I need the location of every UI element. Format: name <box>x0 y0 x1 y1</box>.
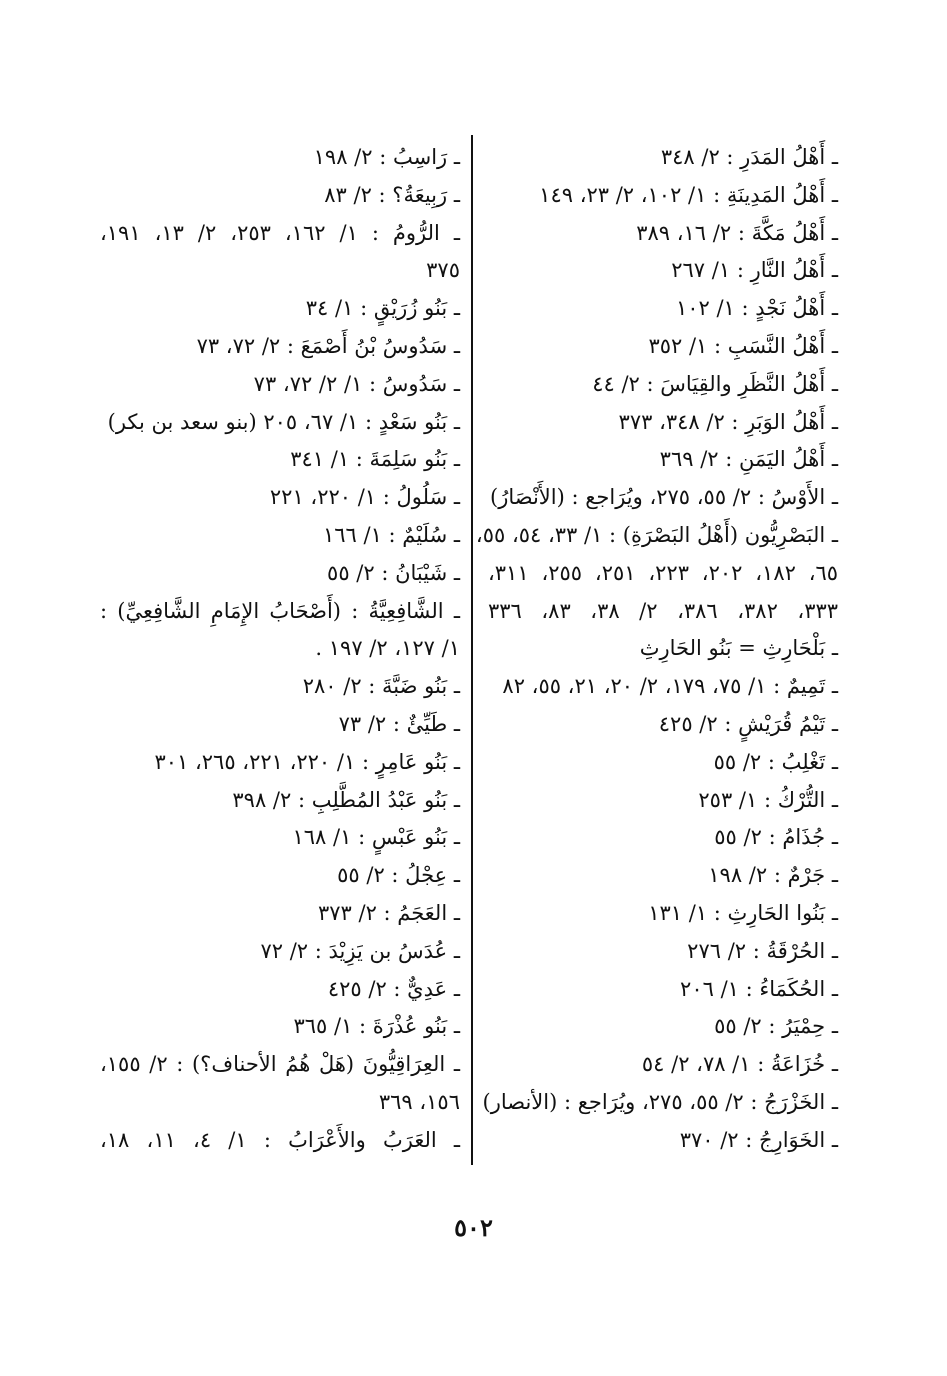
index-entry-line: ـ تَمِيمٌ : ١/ ٧٥، ١٧٩، ٢/ ٢٠، ٢١، ٥٥، ٨٢ <box>502 674 838 699</box>
index-entry-line: ـ التُّرْكُ : ١/ ٢٥٣ <box>698 787 838 812</box>
index-entry-line: ـ بَنُوا الحَارِثِ : ١/ ١٣١ <box>648 900 838 925</box>
index-entry-line: ـ بَنُو سَلِمَةَ : ١/ ٣٤١ <box>290 447 460 472</box>
index-entry-line: ٣٣٣، ٣٨٢، ٣٨٦، ٢/ ٣٨، ٨٣، ٣٣٦ <box>488 598 839 623</box>
index-entry-line: ٣٧٥ <box>426 258 460 283</box>
index-entry-line: ـ الأَوْسُ : ٢/ ٥٥، ٢٧٥، ويُرَاجع : (الأَنْصَارُ) <box>490 485 838 510</box>
index-entry-line: ـ جُذَامُ : ٢/ ٥٥ <box>714 825 838 850</box>
index-entry-line: ـ حِمْيَرُ : ٢/ ٥٥ <box>714 1014 838 1039</box>
index-entry-line: ـ تَغْلِبُ : ٢/ ٥٥ <box>713 749 838 774</box>
index-entry-line: ـ خُزَاعَةُ : ١/ ٧٨، ٢/ ٥٤ <box>641 1052 838 1077</box>
index-entry-line: ـ الحُرْقَةُ : ٢/ ٢٧٦ <box>687 938 838 963</box>
index-entry-line: ـ بَنُو عُذْرَةَ : ١/ ٣٦٥ <box>293 1014 460 1039</box>
index-entry-line: ـ سَلُولُ : ١/ ٢٢٠، ٢٢١ <box>269 485 460 510</box>
index-entry-line: ـ أَهْلُ النَّظَرِ والقِيَاسَ : ٢/ ٤٤ <box>592 371 838 396</box>
index-entry-line: ـ أَهْلُ مَكَّةَ : ٢/ ١٦، ٣٨٩ <box>636 220 838 245</box>
index-entry-line: ـ بَنُو عَبْسٍ : ١/ ١٦٨ <box>292 825 460 850</box>
index-entry-line: ـ عُدَسُ بن يَزِيْدَ : ٢/ ٧٢ <box>260 938 460 963</box>
index-entry-line: ١/ ١٢٧، ٢/ ١٩٧ . <box>315 636 460 661</box>
page-number: ٥٠٢ <box>454 1213 493 1242</box>
index-entry-line: ـ بَنُو سَعْدٍ : ١/ ٦٧، ٢٠٥ (بنو سعد بن بكر) <box>107 409 460 434</box>
index-entry-line: ـ الحُكَمَاءُ : ١/ ٢٠٦ <box>680 976 838 1001</box>
index-entry-line: ـ أَهْلُ النَّارِ : ١/ ٢٦٧ <box>671 258 838 283</box>
index-entry-line: ـ سَدُوسُ بْنُ أَصْمَعَ : ٢/ ٧٢، ٧٣ <box>196 333 460 358</box>
index-entry-line: ـ سَدُوسُ : ١/ ٢/ ٧٢، ٧٣ <box>253 371 460 396</box>
index-entry-line: ـ عِجْلُ : ٢/ ٥٥ <box>337 863 460 888</box>
index-entry-line: ـ أَهْلُ النَّسَبِ : ١/ ٣٥٢ <box>648 333 838 358</box>
index-entry-line: ـ طَيِّئٌ : ٢/ ٧٣ <box>338 711 460 736</box>
index-entry-line: ـ بَلْحَارِثِ = بَنُو الحَارِثِ <box>639 636 838 661</box>
index-entry-line: ـ أَهْلُ المَدِينَةِ : ١/ ١٠٢، ٢/ ٢٣، ١٤٩ <box>539 182 838 207</box>
index-column-left <box>100 139 460 1160</box>
index-entry-line: ـ بَنُو عَبْدُ المُطَّلِبِ : ٢/ ٣٩٨ <box>232 787 460 812</box>
index-column-right <box>475 139 839 1160</box>
index-entry-line: ـ تَيْمُ قُرَيْشٍ : ٢/ ٤٢٥ <box>658 711 838 736</box>
index-entry-line: ـ البَصْرِيُّون (أَهْلُ البَصْرَةِ) : ١/ ٣٣، ٥٤، ٥٥، <box>475 522 838 547</box>
index-entry-line: ـ أَهْلُ اليَمَنِ : ٢/ ٣٦٩ <box>659 447 838 472</box>
index-entry-line: ـ الخَوَارِجُ : ٢/ ٣٧٠ <box>679 1127 838 1152</box>
index-entry-line: ـ بَنُو عَامِرٍ : ١/ ٢٢٠، ٢٢١، ٢٦٥، ٣٠١ <box>154 749 460 774</box>
column-divider <box>471 135 473 1165</box>
index-entry-line: ـ الشَّافِعِيَّةُ : (أَصْحَابُ الإِمَامِ الشَّافِعِيِّ) : <box>100 598 460 623</box>
index-entry-line: ـ جَرْمٌ : ٢/ ١٩٨ <box>708 863 838 888</box>
index-entry-line: ـ العَرَبُ والأَعْرَابُ : ١/ ٤، ١١، ١٨، <box>100 1127 461 1152</box>
index-entry-line: ٦٥، ١٨٢، ٢٠٢، ٢٢٣، ٢٥١، ٢٥٥، ٣١١، <box>488 560 839 585</box>
index-entry-line: ـ الرُّومُ : ١/ ١٦٢، ٢٥٣، ٢/ ١٣، ١٩١، <box>100 220 460 245</box>
index-entry-line: ـ رَاسِبُ : ٢/ ١٩٨ <box>313 145 460 169</box>
index-entry-line: ـ سُلَيْمٌ : ١/ ١٦٦ <box>322 522 460 547</box>
index-entry-line: ـ بَنُو زُرَيْقٍ : ١/ ٣٤ <box>305 296 460 321</box>
index-entry-line: ١٥٦، ٣٦٩ <box>378 1089 460 1114</box>
index-entry-line: ـ العَجَمُ : ٢/ ٣٧٣ <box>317 900 460 925</box>
index-entry-line: ـ شَيْبَانُ : ٢/ ٥٥ <box>327 560 460 585</box>
index-entry-line: ـ أَهْلُ المَدَرِ : ٢/ ٣٤٨ <box>660 145 838 169</box>
index-entry-line: ـ رَبِيعَةُ؟ : ٢/ ٨٣ <box>324 182 460 207</box>
index-entry-line: ـ العِرَاقِيُّونَ (هَلْ هُمُ الأحناف؟) : ٢/ ١٥٥، <box>100 1052 460 1077</box>
index-entry-line: ـ عَدِيٌّ : ٢/ ٤٢٥ <box>327 976 460 1001</box>
index-entry-line: ـ الخَزْرَجُ : ٢/ ٥٥، ٢٧٥، ويُرَاجع : (الأنصار) <box>482 1089 838 1114</box>
index-entry-line: ـ أَهْلُ الوَبَرِ : ٢/ ٣٤٨، ٣٧٣ <box>618 409 838 434</box>
index-entry-line: ـ أَهْلُ نَجْدٍ : ١/ ١٠٢ <box>675 296 838 321</box>
index-entry-line: ـ بَنُو ضَبَّةَ : ٢/ ٢٨٠ <box>302 674 460 699</box>
